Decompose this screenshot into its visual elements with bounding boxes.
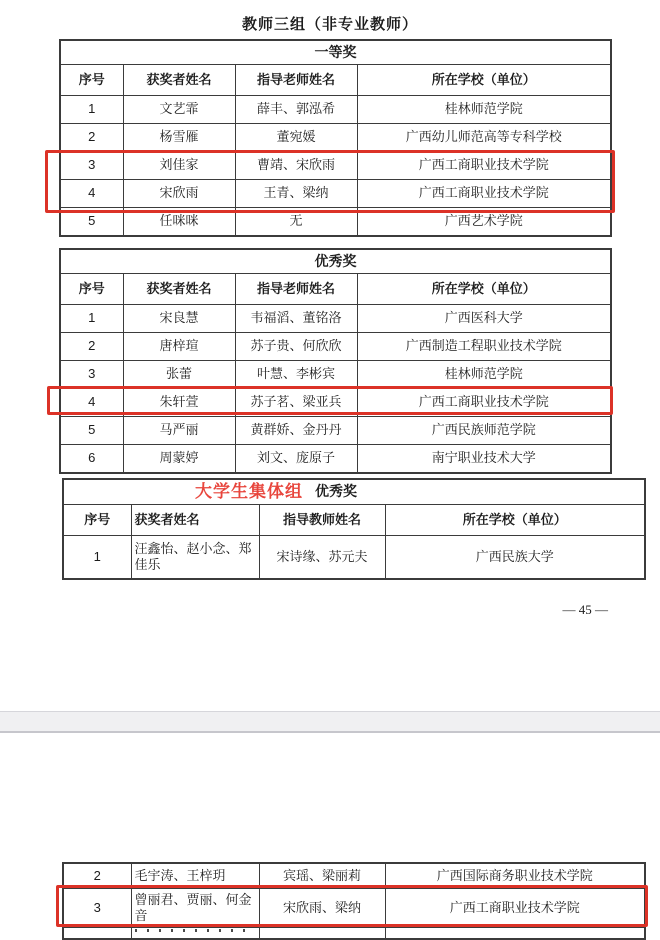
- cell: 广西工商职业技术学院: [357, 180, 611, 208]
- cell: 广西制造工程职业技术学院: [357, 333, 611, 361]
- cell: 杨雪雁: [123, 124, 235, 152]
- cell: 刘佳家: [123, 152, 235, 180]
- cell: 广西民族大学: [385, 536, 645, 580]
- header-cell: 所在学校（单位）: [357, 65, 611, 96]
- header-cell: 指导老师姓名: [235, 274, 357, 305]
- cell: 广西医科大学: [357, 305, 611, 333]
- cell: 6: [60, 445, 123, 474]
- cell: 张蕾: [123, 361, 235, 389]
- table-row: [63, 536, 645, 580]
- cell: 桂林师范学院: [357, 361, 611, 389]
- header-cell: 序号: [60, 274, 123, 305]
- student-group-table: [62, 478, 646, 580]
- cell: 无: [235, 208, 357, 237]
- cell: 1: [60, 96, 123, 124]
- cell: 广西工商职业技术学院: [357, 389, 611, 417]
- cell: 2: [60, 333, 123, 361]
- page-title: 教师三组（非专业教师）: [241, 16, 418, 33]
- header-row: [60, 65, 611, 96]
- page-number: — 45 —: [562, 602, 608, 617]
- cell: 5: [60, 208, 123, 237]
- table-row: [60, 445, 611, 474]
- cell: 董宛媛: [235, 124, 357, 152]
- cell: 1: [63, 536, 131, 580]
- cell: 广西幼儿师范高等专科学校: [357, 124, 611, 152]
- cell: [259, 928, 385, 940]
- cell: 汪鑫怡、赵小念、郑佳乐: [131, 536, 259, 580]
- cell: 任咪咪: [123, 208, 235, 237]
- header-cell: 指导老师姓名: [235, 65, 357, 96]
- cell: 马严丽: [123, 417, 235, 445]
- cell: [63, 928, 131, 940]
- table-row: [60, 389, 611, 417]
- table-row: [60, 180, 611, 208]
- table-row: [60, 333, 611, 361]
- table-row: [60, 152, 611, 180]
- cell: 3: [60, 152, 123, 180]
- header-cell: 所在学校（单位）: [385, 505, 645, 536]
- cell: 周蒙婷: [123, 445, 235, 474]
- cell: 宋诗缘、苏元夫: [259, 536, 385, 580]
- first-prize-table: [59, 39, 612, 237]
- cell: [131, 928, 259, 940]
- cell: 曹靖、宋欣雨: [235, 152, 357, 180]
- cell: 3: [60, 361, 123, 389]
- cell: 朱轩萱: [123, 389, 235, 417]
- header-cell: 获奖者姓名: [131, 505, 259, 536]
- cell: 文艺霏: [123, 96, 235, 124]
- table-row: [63, 863, 645, 889]
- cell: 宾瑶、梁丽莉: [259, 863, 385, 889]
- cell: 4: [60, 180, 123, 208]
- section-title: 优秀奖: [60, 249, 611, 274]
- section-title: [63, 479, 645, 505]
- header-row: [60, 274, 611, 305]
- header-cell: 序号: [63, 505, 131, 536]
- table-row: [60, 305, 611, 333]
- cell: 苏子贵、何欣欣: [235, 333, 357, 361]
- cell: 王青、梁纳: [235, 180, 357, 208]
- cell: 韦福滔、董铭洛: [235, 305, 357, 333]
- cell: 曾丽君、贾丽、何金音: [131, 889, 259, 928]
- cell: 2: [60, 124, 123, 152]
- cell: 唐梓瑄: [123, 333, 235, 361]
- cell: 广西工商职业技术学院: [357, 152, 611, 180]
- section-row: [60, 249, 611, 274]
- cell: 宋良慧: [123, 305, 235, 333]
- cell: [385, 928, 645, 940]
- section-row: [63, 479, 645, 505]
- award-level-text: 优秀奖: [315, 483, 357, 500]
- cell: 3: [63, 889, 131, 928]
- header-cell: 所在学校（单位）: [357, 274, 611, 305]
- cell: 黄群娇、金丹丹: [235, 417, 357, 445]
- cell: 毛宇涛、王梓玥: [131, 863, 259, 889]
- table-row: [60, 361, 611, 389]
- header-cell: 获奖者姓名: [123, 274, 235, 305]
- header-cell: 序号: [60, 65, 123, 96]
- header-row: [63, 505, 645, 536]
- page-separator: [0, 711, 660, 733]
- table-row: [63, 889, 645, 928]
- table-row: [60, 96, 611, 124]
- clipped-table-row: [63, 928, 645, 940]
- cell: 宋欣雨、梁纳: [259, 889, 385, 928]
- cell: 刘文、庞原子: [235, 445, 357, 474]
- group-name-red-text: 大学生集体组: [195, 482, 303, 502]
- continuation-table: [62, 862, 646, 940]
- cell: 桂林师范学院: [357, 96, 611, 124]
- cell: 广西国际商务职业技术学院: [385, 863, 645, 889]
- header-cell: 获奖者姓名: [123, 65, 235, 96]
- cell: 1: [60, 305, 123, 333]
- section-row: [60, 40, 611, 65]
- cell: 南宁职业技术大学: [357, 445, 611, 474]
- cell: 广西民族师范学院: [357, 417, 611, 445]
- cell: 2: [63, 863, 131, 889]
- section-title: 一等奖: [60, 40, 611, 65]
- cell: 4: [60, 389, 123, 417]
- cell: 5: [60, 417, 123, 445]
- header-cell: 指导教师姓名: [259, 505, 385, 536]
- cell: 广西艺术学院: [357, 208, 611, 237]
- table-row: [60, 124, 611, 152]
- table-row: [60, 208, 611, 237]
- cell: 广西工商职业技术学院: [385, 889, 645, 928]
- excellence-award-table: [59, 248, 612, 474]
- cell: 宋欣雨: [123, 180, 235, 208]
- cell: 苏子茗、梁亚兵: [235, 389, 357, 417]
- cell: 薛丰、郭泓希: [235, 96, 357, 124]
- table-row: [60, 417, 611, 445]
- cell: 叶慧、李彬宾: [235, 361, 357, 389]
